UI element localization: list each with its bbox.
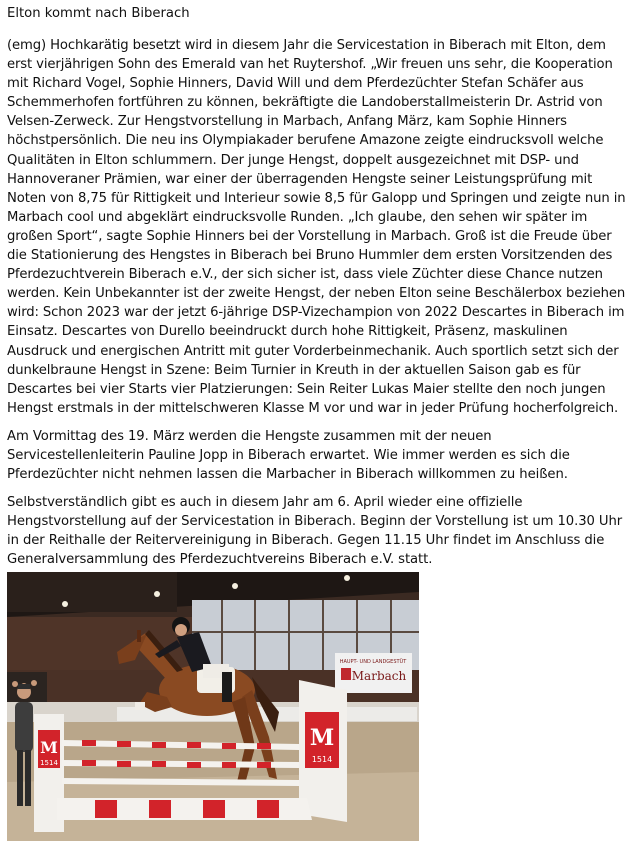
article-title: Elton kommt nach Biberach	[7, 6, 190, 21]
standard-number-right: 1514	[311, 755, 333, 764]
show-jumping-photo	[7, 572, 419, 841]
standard-letter-right: M	[309, 725, 335, 751]
article-paragraph: Selbstverständlich gibt es auch in diesem Jahr am 6. April wieder eine offizielle Hengstvorstellung auf der Servicestation in Biberach. Beginn der Vorstellung ist um 10.30 Uhr in der Reithalle der Reitervereinigung in Biberach. Gegen 11.15 Uhr findet im Anschluss die Generalversammlung des Pferdezuchtvereins Biberach e.V. statt.	[7, 495, 623, 568]
banner-top-text: HAUPT- UND LANDGESTÜT	[339, 659, 407, 665]
standard-letter-left: M	[40, 738, 58, 757]
article-paragraph: (emg) Hochkarätig besetzt wird in diesem Jahr die Servicestation in Biberach mit Elton, dem erst vierjährigen Sohn des Emerald van het Ruytershof. „Wir freuen uns sehr, die Kooperation mit Richard Vogel, Sophie Hinners, David Will und dem Pferdezüchter Stefan Schäfer aus Schemmerhofen fortführen zu können, bekräftigte die Landoberstallmeisterin Dr. Astrid von Velsen-Zerweck. Zur Hengstvorstellung in Marbach, Anfang März, kam Sophie Hinners höchstpersönlich. Die neu ins Olympiakader berufene Amazone zeigte eindrucksvoll welche Qualitäten in Elton schlummern. Der junge Hengst, doppelt ausgezeichnet mit DSP- und Hannoveraner Prämien, war einer der überragenden Hengste seiner Leistungsprüfung mit Noten von 8,75 für Rittigkeit und Interieur sowie 8,5 für Galopp und Springen und zeigte nun in Marbach cool und abgeklärt eindrucksvolle Runden. „Ich glaube, den sehen wir später im großen Sport“, sagte Sophie Hinners bei der Vorstellung in Marbach. Groß ist die Freude über die Stationierung des Hengstes in Biberach bei Bruno Hummler dem ersten Vorsitzenden des Pferdezuchtverein Biberach e.V., der sich sicher ist, dass viele Züchter diese Chance nutzen werden. Kein Unbekannter ist der zweite Hengst, der neben Elton seine Beschälerbox beziehen wird: Schon 2023 war der jetzt 6-jährige DSP-Vizechampion von 2022 Descartes in Biberach im Einsatz. Descartes von Durello beeindruckt durch hohe Rittigkeit, Präsenz, maskulinen Ausdruck und energischen Antritt mit guter Vorderbeinmechanik. Auch sportlich setzt sich der dunkelbraune Hengst in Szene: Beim Turnier in Kreuth in der aktuellen Saison gab es für Descartes bei vier Starts vier Platzierungen: Sein Reiter Lukas Maier stellte den noch jungen Hengst erstmals in der mittelschweren Klasse M vor und war in jeder Prüfung hocherfolgreich.	[7, 38, 626, 416]
standard-number-left: 1514	[40, 759, 58, 767]
document	[7, 4, 627, 579]
article-paragraph: Am Vormittag des 19. März werden die Hengste zusammen mit der neuen Servicestellenleiterin Pauline Jopp in Biberach erwartet. Wie immer werden es sich die Pferdezüchter nicht nehmen lassen die Marbacher in Biberach willkommen zu heißen.	[7, 428, 570, 483]
banner-main-text: Marbach	[351, 669, 407, 683]
